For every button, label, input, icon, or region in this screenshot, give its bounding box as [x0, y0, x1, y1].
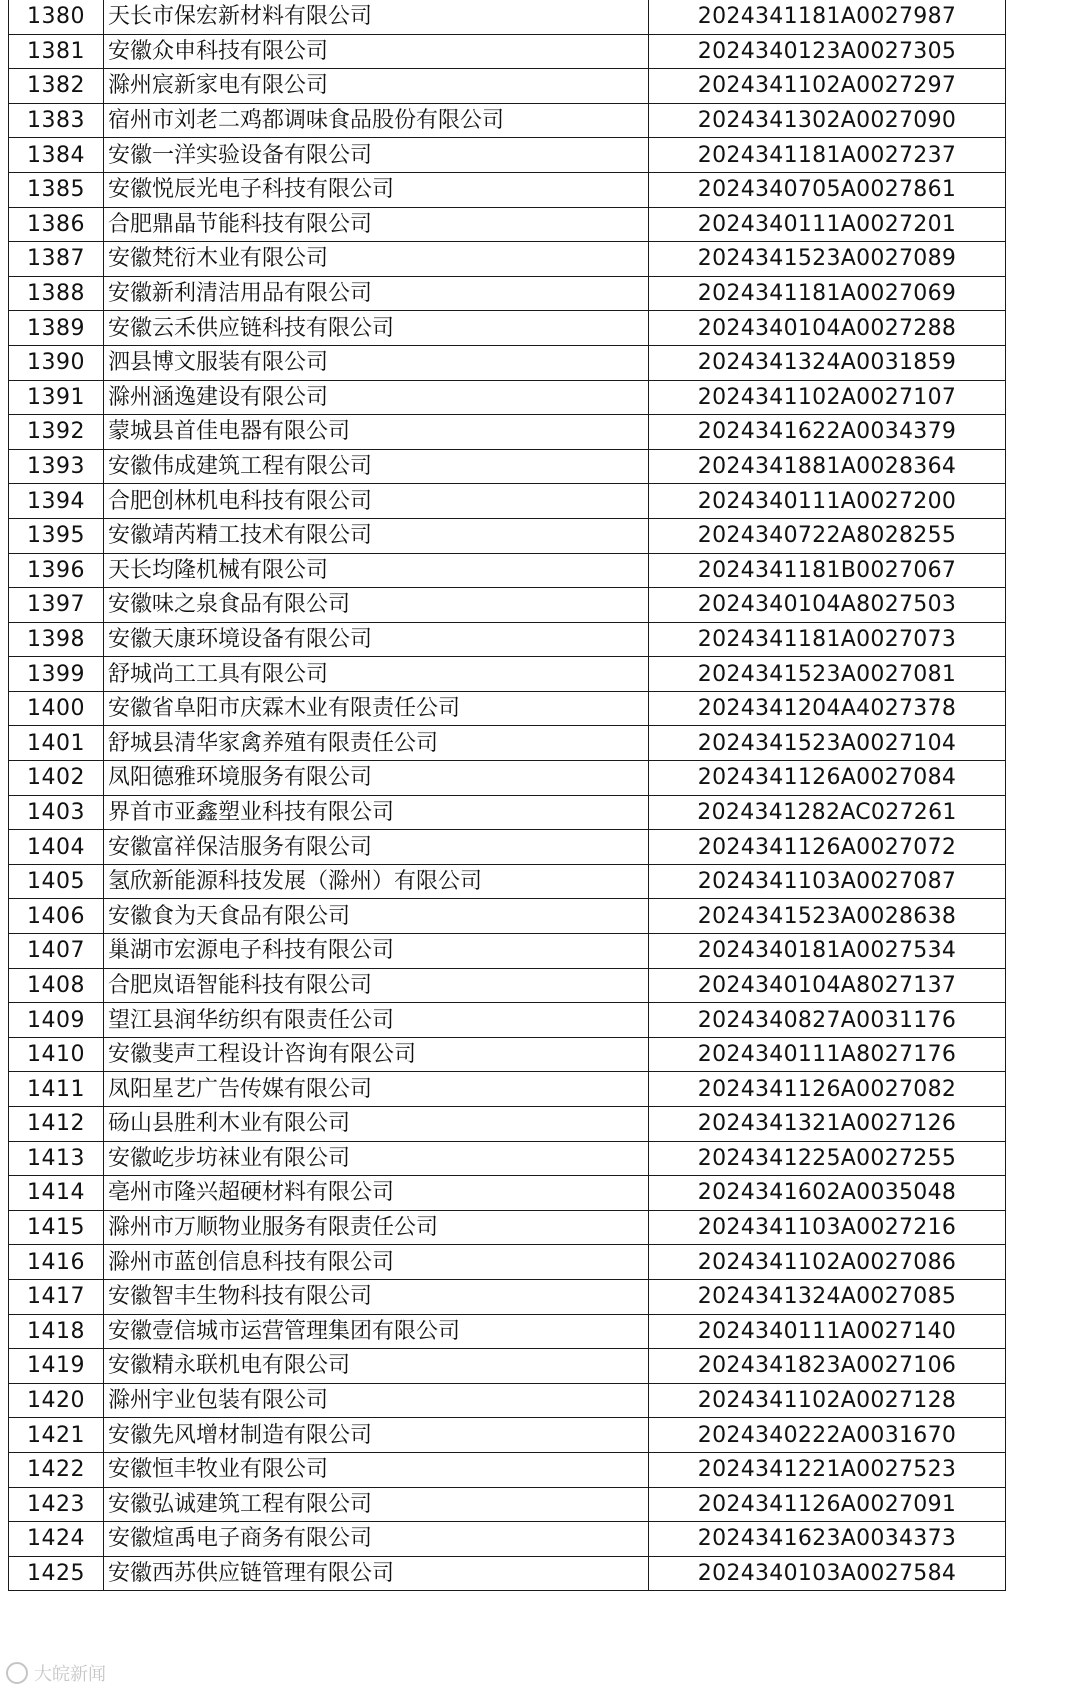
registration-code-cell: 2024341622A0034379: [649, 415, 1006, 450]
company-name-cell: 砀山县胜利木业有限公司: [104, 1107, 649, 1142]
company-name-cell: 滁州宸新家电有限公司: [104, 69, 649, 104]
company-name-cell: 安徽梵衍木业有限公司: [104, 242, 649, 277]
table-row: [9, 588, 1006, 623]
registration-code-cell: 2024340827A0031176: [649, 1003, 1006, 1038]
row-index-cell: 1393: [9, 449, 104, 484]
row-index-cell: 1387: [9, 242, 104, 277]
registry-body: [9, 0, 1006, 1591]
row-index-cell: 1416: [9, 1245, 104, 1280]
company-name-cell: 安徽恒丰牧业有限公司: [104, 1452, 649, 1487]
row-index-cell: 1388: [9, 276, 104, 311]
row-index-cell: 1382: [9, 69, 104, 104]
row-index-cell: 1392: [9, 415, 104, 450]
row-index-cell: 1389: [9, 311, 104, 346]
table-row: [9, 795, 1006, 830]
table-row: [9, 242, 1006, 277]
registration-code-cell: 2024341302A0027090: [649, 103, 1006, 138]
table-row: [9, 830, 1006, 865]
company-name-cell: 合肥鼎晶节能科技有限公司: [104, 207, 649, 242]
company-name-cell: 滁州市蓝创信息科技有限公司: [104, 1245, 649, 1280]
table-row: [9, 1107, 1006, 1142]
company-name-cell: 安徽众申科技有限公司: [104, 34, 649, 69]
registration-code-cell: 2024341623A0034373: [649, 1522, 1006, 1557]
row-index-cell: 1418: [9, 1314, 104, 1349]
company-name-cell: 安徽精永联机电有限公司: [104, 1349, 649, 1384]
company-name-cell: 安徽云禾供应链科技有限公司: [104, 311, 649, 346]
table-row: [9, 380, 1006, 415]
company-name-cell: 滁州市万顺物业服务有限责任公司: [104, 1210, 649, 1245]
registration-code-cell: 2024341102A0027086: [649, 1245, 1006, 1280]
table-row: [9, 103, 1006, 138]
company-name-cell: 舒城县清华家禽养殖有限责任公司: [104, 726, 649, 761]
table-row: [9, 1349, 1006, 1384]
company-name-cell: 安徽屹步坊袜业有限公司: [104, 1141, 649, 1176]
row-index-cell: 1395: [9, 518, 104, 553]
company-name-cell: 泗县博文服装有限公司: [104, 345, 649, 380]
row-index-cell: 1425: [9, 1556, 104, 1591]
table-row: [9, 1487, 1006, 1522]
registration-code-cell: 2024341102A0027107: [649, 380, 1006, 415]
table-row: [9, 207, 1006, 242]
company-name-cell: 安徽靖芮精工技术有限公司: [104, 518, 649, 553]
company-name-cell: 望江县润华纺织有限责任公司: [104, 1003, 649, 1038]
company-name-cell: 氢欣新能源科技发展（滁州）有限公司: [104, 864, 649, 899]
registration-code-cell: 2024341181B0027067: [649, 553, 1006, 588]
row-index-cell: 1405: [9, 864, 104, 899]
company-name-cell: 安徽味之泉食品有限公司: [104, 588, 649, 623]
company-name-cell: 安徽伟成建筑工程有限公司: [104, 449, 649, 484]
company-name-cell: 安徽壹信城市运营管理集团有限公司: [104, 1314, 649, 1349]
company-name-cell: 滁州涵逸建设有限公司: [104, 380, 649, 415]
registration-code-cell: 2024341321A0027126: [649, 1107, 1006, 1142]
registry-table: [8, 0, 1006, 1591]
registration-code-cell: 2024341881A0028364: [649, 449, 1006, 484]
row-index-cell: 1422: [9, 1452, 104, 1487]
row-index-cell: 1421: [9, 1418, 104, 1453]
registration-code-cell: 2024340722A8028255: [649, 518, 1006, 553]
row-index-cell: 1406: [9, 899, 104, 934]
table-row: [9, 1418, 1006, 1453]
table-row: [9, 934, 1006, 969]
row-index-cell: 1390: [9, 345, 104, 380]
row-index-cell: 1411: [9, 1072, 104, 1107]
table-row: [9, 761, 1006, 796]
registration-code-cell: 2024340111A0027140: [649, 1314, 1006, 1349]
registration-code-cell: 2024341523A0027104: [649, 726, 1006, 761]
table-row: [9, 1522, 1006, 1557]
row-index-cell: 1410: [9, 1037, 104, 1072]
company-name-cell: 安徽悦辰光电子科技有限公司: [104, 172, 649, 207]
table-row: [9, 1141, 1006, 1176]
table-row: [9, 1037, 1006, 1072]
row-index-cell: 1391: [9, 380, 104, 415]
row-index-cell: 1409: [9, 1003, 104, 1038]
company-name-cell: 安徽新利清洁用品有限公司: [104, 276, 649, 311]
company-name-cell: 界首市亚鑫塑业科技有限公司: [104, 795, 649, 830]
row-index-cell: 1407: [9, 934, 104, 969]
row-index-cell: 1394: [9, 484, 104, 519]
table-row: [9, 345, 1006, 380]
table-row: [9, 864, 1006, 899]
table-row: [9, 1279, 1006, 1314]
table-row: [9, 276, 1006, 311]
row-index-cell: 1397: [9, 588, 104, 623]
table-row: [9, 415, 1006, 450]
registration-code-cell: 2024341181A0027073: [649, 622, 1006, 657]
table-row: [9, 1452, 1006, 1487]
registration-code-cell: 2024341126A0027091: [649, 1487, 1006, 1522]
table-row: [9, 138, 1006, 173]
table-row: [9, 1383, 1006, 1418]
row-index-cell: 1420: [9, 1383, 104, 1418]
row-index-cell: 1417: [9, 1279, 104, 1314]
row-index-cell: 1383: [9, 103, 104, 138]
table-row: [9, 1556, 1006, 1591]
table-row: [9, 172, 1006, 207]
registration-code-cell: 2024341126A0027084: [649, 761, 1006, 796]
registration-code-cell: 2024341324A0031859: [649, 345, 1006, 380]
registration-code-cell: 2024341204A4027378: [649, 691, 1006, 726]
row-index-cell: 1423: [9, 1487, 104, 1522]
watermark: [6, 1660, 106, 1686]
registration-code-cell: 2024341823A0027106: [649, 1349, 1006, 1384]
registration-code-cell: 2024340104A8027503: [649, 588, 1006, 623]
company-name-cell: 安徽智丰生物科技有限公司: [104, 1279, 649, 1314]
company-name-cell: 亳州市隆兴超硬材料有限公司: [104, 1176, 649, 1211]
company-name-cell: 滁州宇业包装有限公司: [104, 1383, 649, 1418]
registration-code-cell: 2024340123A0027305: [649, 34, 1006, 69]
row-index-cell: 1381: [9, 34, 104, 69]
registration-code-cell: 2024341282AC027261: [649, 795, 1006, 830]
table-row: [9, 1314, 1006, 1349]
table-row: [9, 1176, 1006, 1211]
table-row: [9, 1210, 1006, 1245]
table-row: [9, 69, 1006, 104]
row-index-cell: 1396: [9, 553, 104, 588]
row-index-cell: 1415: [9, 1210, 104, 1245]
company-name-cell: 安徽天康环境设备有限公司: [104, 622, 649, 657]
company-name-cell: 凤阳星艺广告传媒有限公司: [104, 1072, 649, 1107]
registration-code-cell: 2024341103A0027087: [649, 864, 1006, 899]
registration-code-cell: 2024341126A0027082: [649, 1072, 1006, 1107]
company-name-cell: 合肥创林机电科技有限公司: [104, 484, 649, 519]
row-index-cell: 1400: [9, 691, 104, 726]
table-row: [9, 0, 1006, 34]
registration-code-cell: 2024341102A0027128: [649, 1383, 1006, 1418]
company-name-cell: 安徽弘诚建筑工程有限公司: [104, 1487, 649, 1522]
table-row: [9, 449, 1006, 484]
row-index-cell: 1403: [9, 795, 104, 830]
watermark-logo-icon: [6, 1662, 28, 1684]
company-name-cell: 安徽西苏供应链管理有限公司: [104, 1556, 649, 1591]
company-name-cell: 合肥岚语智能科技有限公司: [104, 968, 649, 1003]
table-row: [9, 622, 1006, 657]
table-row: [9, 1072, 1006, 1107]
registration-code-cell: 2024341523A0028638: [649, 899, 1006, 934]
table-row: [9, 726, 1006, 761]
row-index-cell: 1424: [9, 1522, 104, 1557]
row-index-cell: 1404: [9, 830, 104, 865]
company-name-cell: 天长均隆机械有限公司: [104, 553, 649, 588]
row-index-cell: 1402: [9, 761, 104, 796]
registration-code-cell: 2024341523A0027081: [649, 657, 1006, 692]
table-row: [9, 691, 1006, 726]
row-index-cell: 1380: [9, 0, 104, 34]
registration-code-cell: 2024341602A0035048: [649, 1176, 1006, 1211]
company-name-cell: 安徽食为天食品有限公司: [104, 899, 649, 934]
company-name-cell: 安徽一洋实验设备有限公司: [104, 138, 649, 173]
company-name-cell: 安徽省阜阳市庆霖木业有限责任公司: [104, 691, 649, 726]
registration-code-cell: 2024340104A8027137: [649, 968, 1006, 1003]
table-row: [9, 968, 1006, 1003]
row-index-cell: 1408: [9, 968, 104, 1003]
row-index-cell: 1413: [9, 1141, 104, 1176]
registration-code-cell: 2024341324A0027085: [649, 1279, 1006, 1314]
registration-code-cell: 2024340222A0031670: [649, 1418, 1006, 1453]
company-name-cell: 蒙城县首佳电器有限公司: [104, 415, 649, 450]
company-name-cell: 安徽富祥保洁服务有限公司: [104, 830, 649, 865]
registration-code-cell: 2024341221A0027523: [649, 1452, 1006, 1487]
table-row: [9, 553, 1006, 588]
watermark-text: 大皖新闻: [34, 1664, 106, 1685]
row-index-cell: 1386: [9, 207, 104, 242]
table-row: [9, 518, 1006, 553]
registration-code-cell: 2024340111A0027200: [649, 484, 1006, 519]
registration-code-cell: 2024340111A0027201: [649, 207, 1006, 242]
registration-code-cell: 2024341225A0027255: [649, 1141, 1006, 1176]
table-row: [9, 657, 1006, 692]
company-name-cell: 宿州市刘老二鸡都调味食品股份有限公司: [104, 103, 649, 138]
registration-code-cell: 2024340103A0027584: [649, 1556, 1006, 1591]
company-name-cell: 天长市保宏新材料有限公司: [104, 0, 649, 34]
table-row: [9, 484, 1006, 519]
table-row: [9, 1245, 1006, 1280]
row-index-cell: 1414: [9, 1176, 104, 1211]
table-row: [9, 899, 1006, 934]
row-index-cell: 1384: [9, 138, 104, 173]
registration-code-cell: 2024340181A0027534: [649, 934, 1006, 969]
registration-code-cell: 2024341181A0027987: [649, 0, 1006, 34]
company-name-cell: 安徽先风增材制造有限公司: [104, 1418, 649, 1453]
registration-code-cell: 2024341523A0027089: [649, 242, 1006, 277]
table-row: [9, 1003, 1006, 1038]
company-name-cell: 凤阳德雅环境服务有限公司: [104, 761, 649, 796]
row-index-cell: 1385: [9, 172, 104, 207]
registration-code-cell: 2024340705A0027861: [649, 172, 1006, 207]
registration-code-cell: 2024341181A0027237: [649, 138, 1006, 173]
company-name-cell: 舒城尚工工具有限公司: [104, 657, 649, 692]
company-name-cell: 安徽煊禹电子商务有限公司: [104, 1522, 649, 1557]
row-index-cell: 1399: [9, 657, 104, 692]
table-row: [9, 34, 1006, 69]
registration-code-cell: 2024341126A0027072: [649, 830, 1006, 865]
registration-code-cell: 2024341181A0027069: [649, 276, 1006, 311]
row-index-cell: 1419: [9, 1349, 104, 1384]
company-name-cell: 安徽斐声工程设计咨询有限公司: [104, 1037, 649, 1072]
row-index-cell: 1401: [9, 726, 104, 761]
registration-code-cell: 2024340104A0027288: [649, 311, 1006, 346]
row-index-cell: 1398: [9, 622, 104, 657]
registration-code-cell: 2024341103A0027216: [649, 1210, 1006, 1245]
table-row: [9, 311, 1006, 346]
row-index-cell: 1412: [9, 1107, 104, 1142]
registration-code-cell: 2024340111A8027176: [649, 1037, 1006, 1072]
registration-code-cell: 2024341102A0027297: [649, 69, 1006, 104]
company-name-cell: 巢湖市宏源电子科技有限公司: [104, 934, 649, 969]
